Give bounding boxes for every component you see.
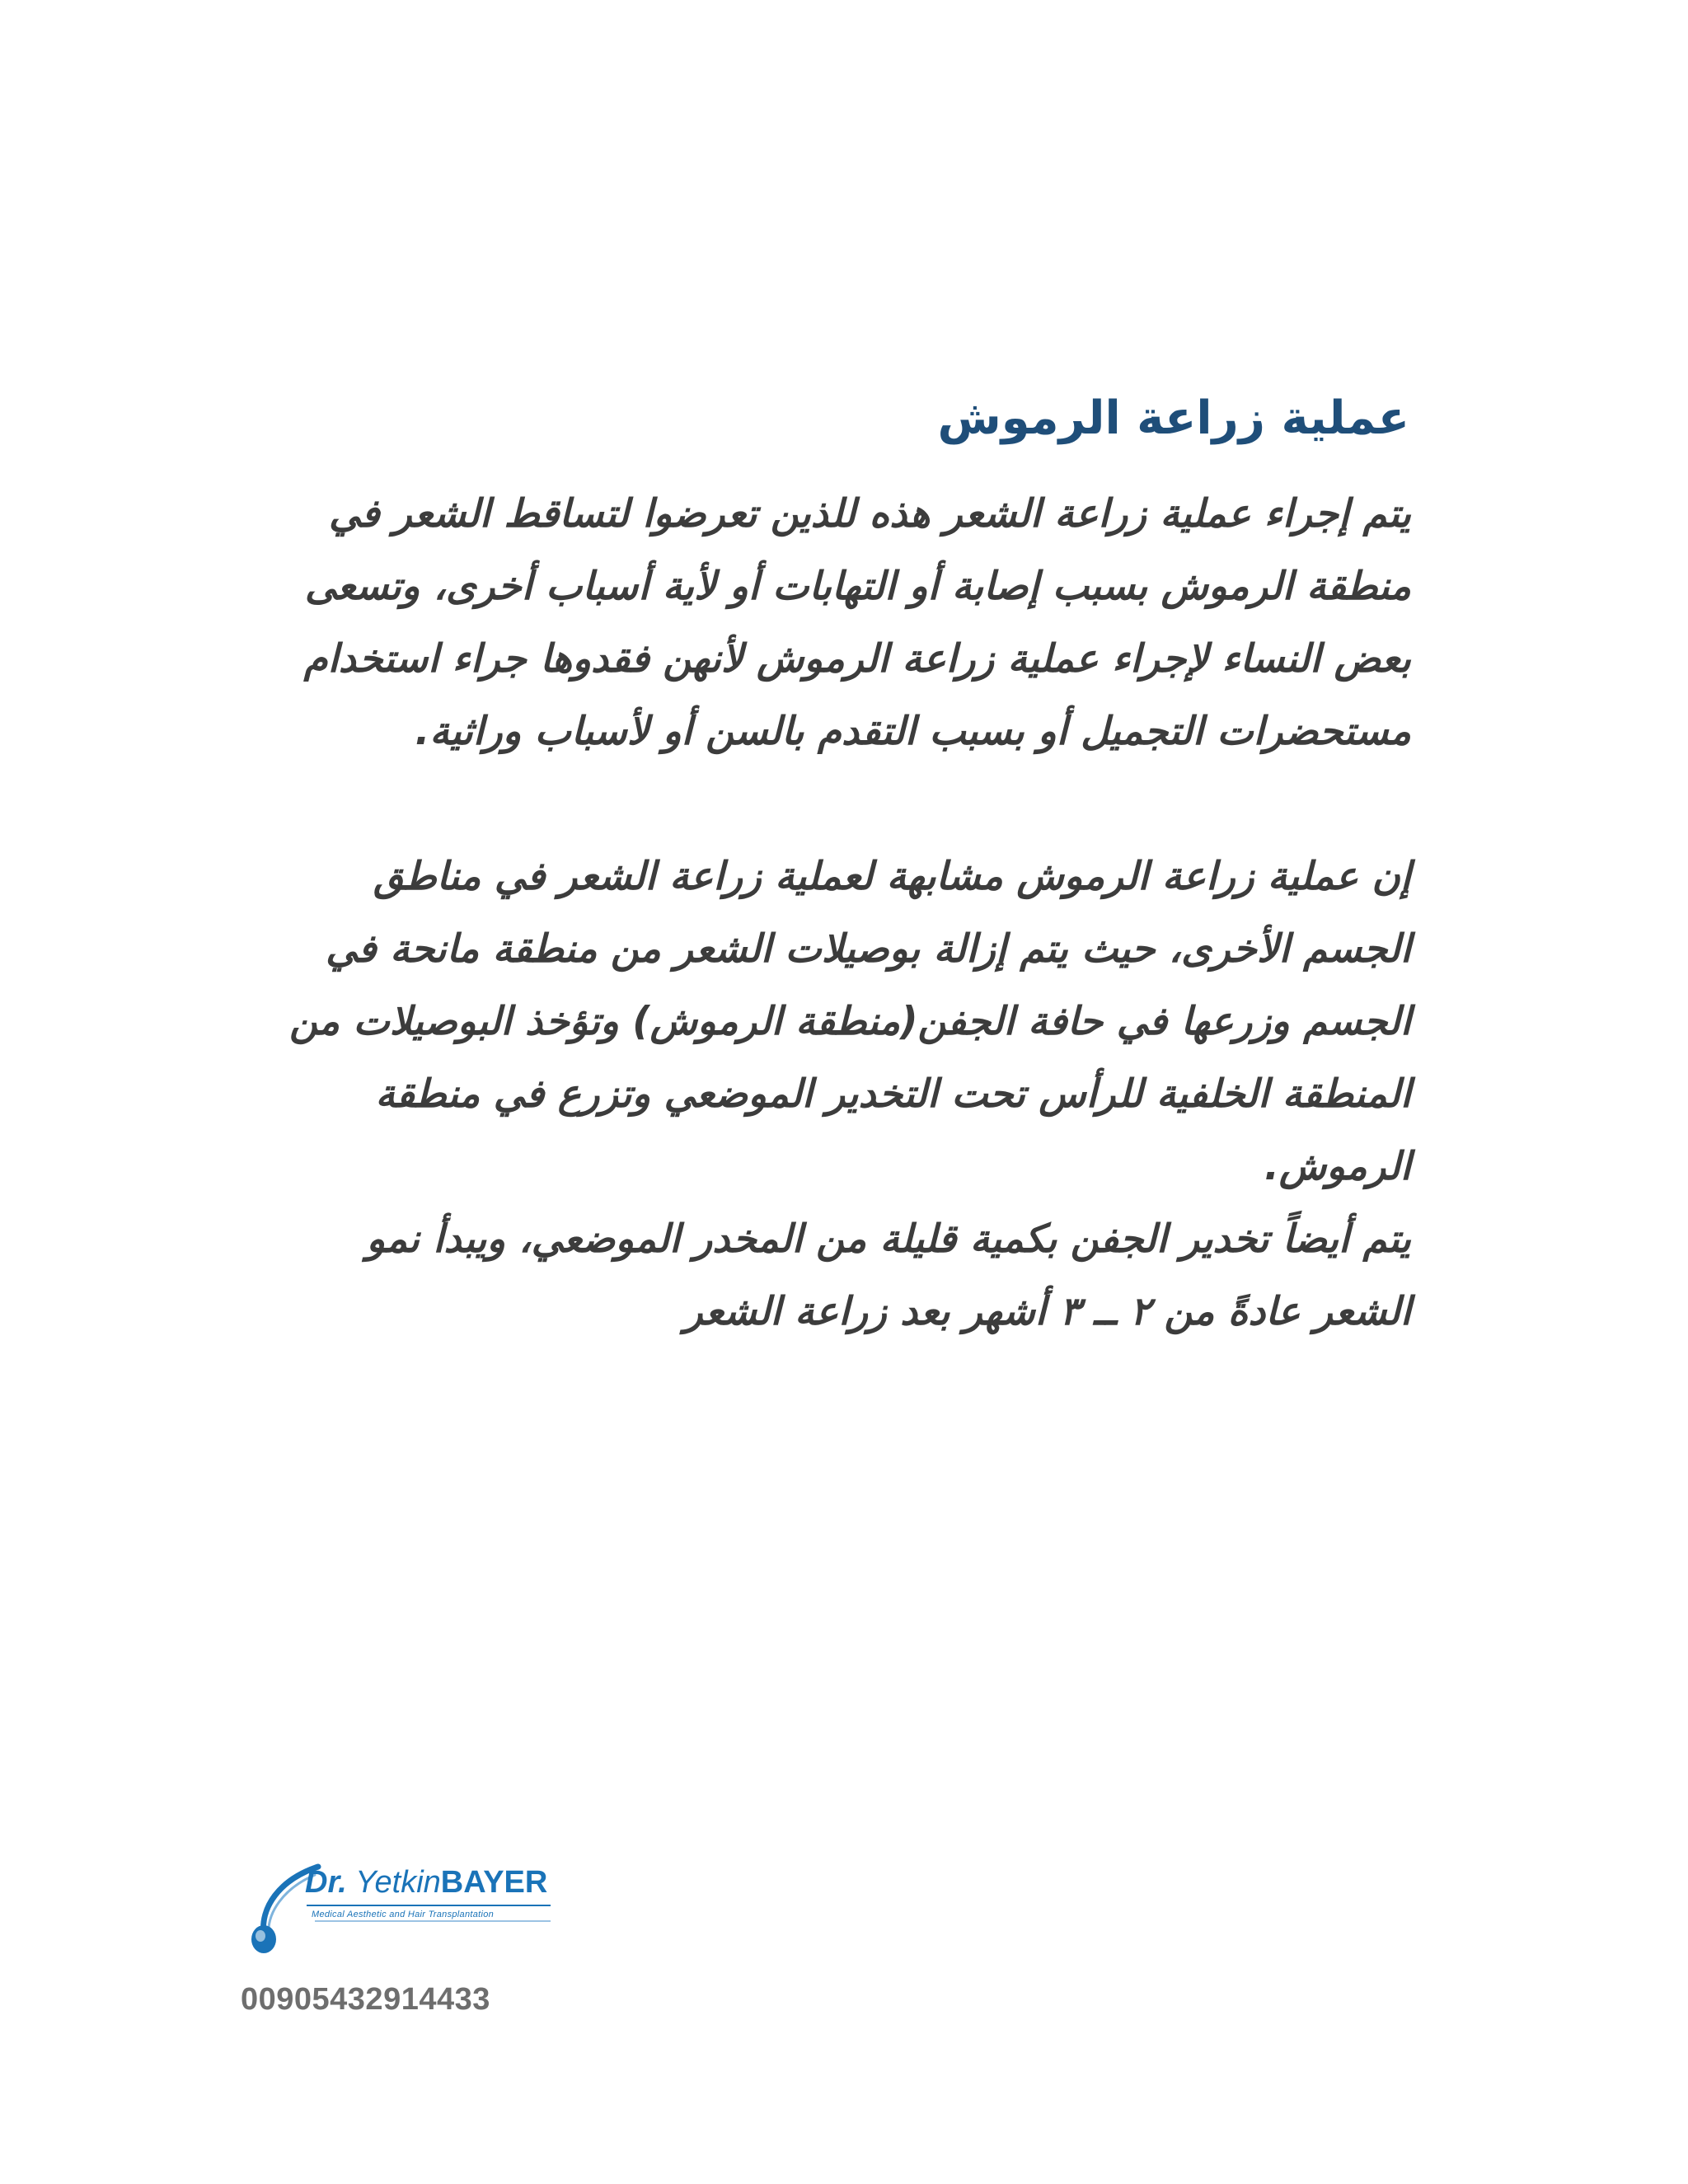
logo-dr: Dr. xyxy=(305,1865,347,1900)
logo-last-name: BAYER xyxy=(440,1865,548,1900)
logo-wordmark xyxy=(305,1863,547,1901)
clinic-logo xyxy=(239,1858,552,1957)
logo-first-name: Yetkin xyxy=(355,1865,441,1900)
paragraph-3: يتم أيضاً تخدير الجفن بكمية قليلة من المخدر الموضعي، ويبدأ نمو الشعر عادةً من ٢ ــ ٣ أشهر بعد زراعة الشعر xyxy=(366,1216,1411,1334)
paragraph-2: إن عملية زراعة الرموش مشابهة لعملية زراعة الشعر في مناطق الجسم الأخرى، حيث يتم إزالة بوصيلات الشعر من منطقة مانحة في الجسم وزرعها في حافة الجفن(منطقة الرموش) وتؤخذ البوصيلات من المنطقة الخلفية للرأس تحت التخدير الموضعي وتزرع في منطقة الرموش. xyxy=(289,854,1411,1189)
document-title: عملية زراعة الرموش xyxy=(937,391,1409,445)
phone-number: 00905432914433 xyxy=(241,1982,490,2017)
logo-tagline: Medical Aesthetic and Hair Transplantation xyxy=(312,1910,495,1919)
paragraph-1: يتم إجراء عملية زراعة الشعر هذه للذين تعرضوا لتساقط الشعر في منطقة الرموش بسبب إصابة أو التهابات أو لأية أسباب أخرى، وتسعى بعض النساء لإجراء عملية زراعة الرموش لأنهن فقدوها جراء استخدام مستحضرات التجميل أو بسبب التقدم بالسن أو لأسباب وراثية. xyxy=(303,491,1411,754)
